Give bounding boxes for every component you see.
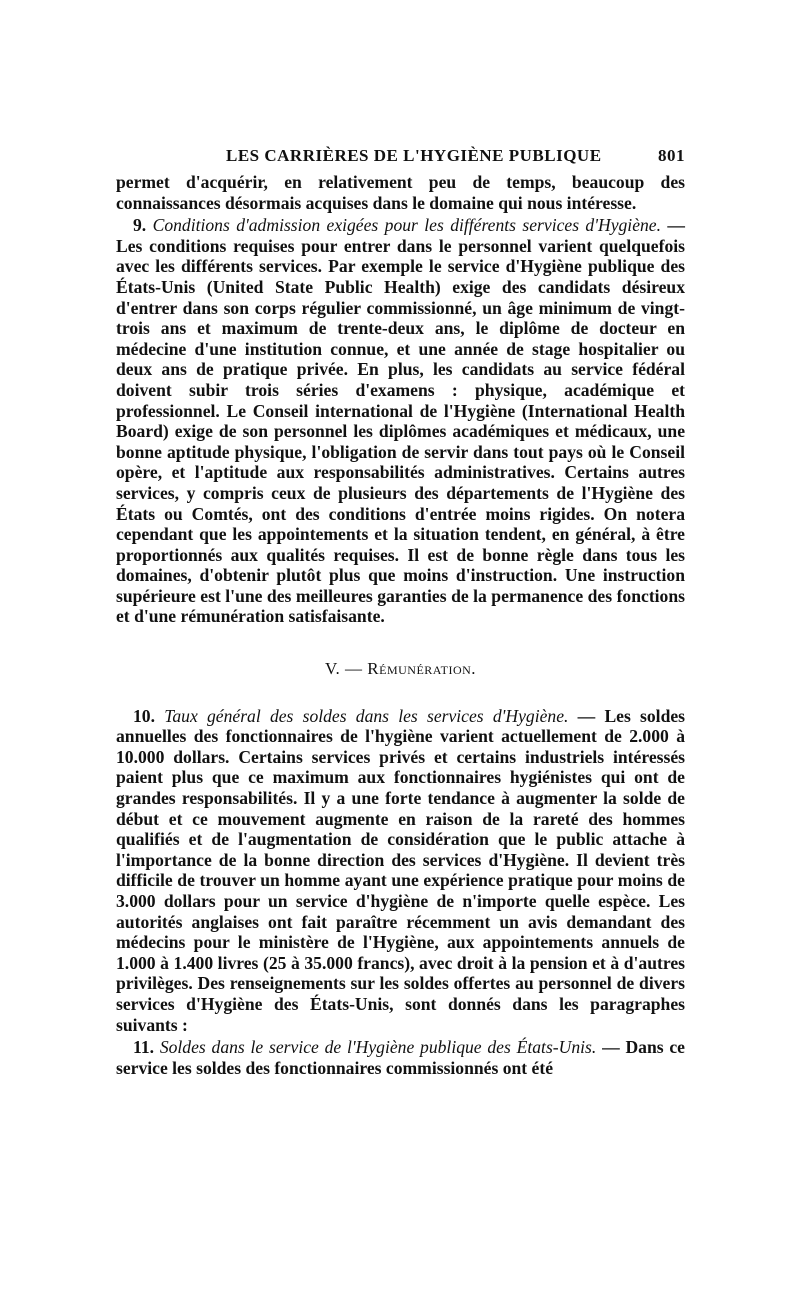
paragraph-number: 11. bbox=[133, 1037, 155, 1058]
paragraph-number: 9. bbox=[133, 215, 147, 236]
paragraph-text: permet d'acquérir, en relativement peu de temps, beaucoup des connaissances désormais acquises dans le domaine qui nous intéresse. bbox=[116, 172, 685, 213]
section-numeral: V. bbox=[324, 659, 341, 679]
section-title: Rémunération. bbox=[367, 659, 477, 679]
section-heading bbox=[116, 659, 685, 680]
paragraph-heading: Conditions d'admission exigées pour les différents services d'Hygiène. bbox=[152, 215, 662, 236]
paragraph-9 bbox=[116, 215, 685, 627]
section-dash: — bbox=[345, 659, 363, 679]
body-text bbox=[116, 172, 685, 1078]
paragraph-text: — Les soldes annuelles des fonctionnaires de l'hygiène varient actuellement de 2.000 à 10.000 dollars. Certains services privés et certains industriels intéressés paient plus que ce maximum aux fonctionnaires hygiénistes qui ont de grandes responsabilités. Il y a une forte tendance à augmenter la solde de début et ce mouvement augmente en raison de la rareté des hommes qualifiés et de l'augmentation de considération que le public attache à l'importance de la bonne direction des services d'Hygiène. Il devient très difficile de trouver un homme ayant une expérience pratique pour moins de 3.000 dollars pour un service d'hygiène de n'importe quelle espèce. Les autorités anglaises ont fait paraître récemment un avis demandant des médecins pour le ministère de l'Hygiène, aux appointements annuels de 1.000 à 1.400 livres (25 à 35.000 francs), avec droit à la pension et à d'autres privilèges. Des renseignements sur les soldes offertes au personnel de divers services d'Hygiène des États-Unis, sont donnés dans les paragraphes suivants : bbox=[116, 705, 686, 1035]
paragraph-heading: Soldes dans le service de l'Hygiène publique des États-Unis. bbox=[159, 1037, 597, 1058]
paragraph-number: 10. bbox=[133, 705, 155, 726]
paragraph-10 bbox=[116, 706, 685, 1036]
paragraph-text: — Les conditions requises pour entrer dans le personnel varient quelquefois avec les différents services. Par exemple le service d'Hygiène publique des États-Unis (United State Public Health) exige des candidats désireux d'entrer dans son corps régulier commissionné, un âge minimum de vingt-trois ans et maximum de trente-deux ans, le diplôme de docteur en médecine d'une institution connue, et une année de stage hospitalier ou deux ans de pratique privée. En plus, les candidats au service fédéral doivent subir trois séries d'examens : physique, académique et professionnel. Le Conseil international de l'Hygiène (International Health Board) exige de son personnel les diplômes académiques et médicaux, une bonne aptitude physique, l'obligation de servir dans tout pays où le Conseil opère, et l'aptitude aux responsabilités administratives. Certains autres services, y compris ceux de plusieurs des départements de l'Hygiène des États ou Comtés, ont des conditions d'entrée moins rigides. On notera cependant que les appointements et la situation tendent, en général, à être proportionnés aux qualités requises. Il est de bonne règle dans tous les domaines, d'obtenir plutôt plus que moins d'instruction. Une instruction supérieure est l'une des meilleures garanties de la permanence des fonctions et d'une rémunération satisfaisante. bbox=[116, 215, 685, 627]
paragraph-11 bbox=[116, 1037, 685, 1078]
paragraph-text: — Dans ce service les soldes des fonctionnaires commissionnés ont été bbox=[116, 1037, 685, 1078]
paragraph-continuation bbox=[116, 172, 685, 213]
running-title: LES CARRIÈRES DE L'HYGIÈNE PUBLIQUE bbox=[226, 146, 602, 165]
paragraph-heading: Taux général des soldes dans les services d'Hygiène. bbox=[164, 705, 569, 726]
running-header bbox=[116, 140, 685, 172]
book-page bbox=[116, 140, 685, 1078]
page-number: 801 bbox=[658, 146, 685, 165]
